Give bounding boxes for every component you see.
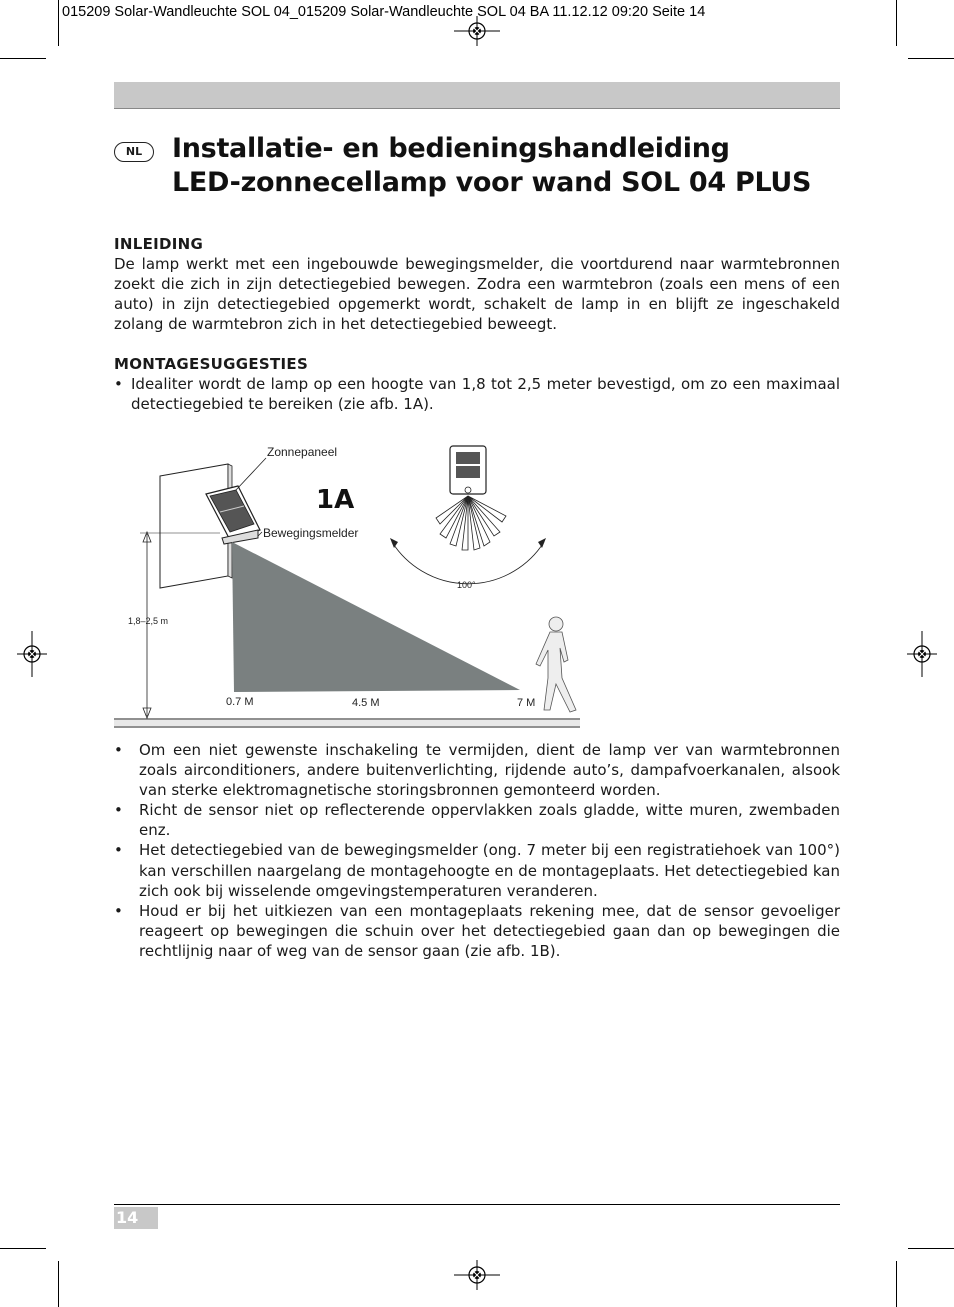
crop-mark xyxy=(908,1248,954,1249)
bullet: • xyxy=(114,801,123,820)
crop-mark xyxy=(0,58,46,59)
figure-label: 1A xyxy=(316,485,355,515)
solar-panel-label: Zonnepaneel xyxy=(267,445,338,459)
crop-mark xyxy=(0,1248,46,1249)
detection-area xyxy=(232,542,520,692)
intro-section xyxy=(114,234,840,334)
bullet-text: Idealiter wordt de lamp op een hoogte van 1,8 tot 2,5 meter bevestigd, om zo een maximaal detectiegebied te bereiken (zie afb. 1A). xyxy=(131,375,840,414)
ground-texture xyxy=(114,720,580,726)
figure-1a-diagram xyxy=(110,438,590,738)
intro-text: De lamp werkt met een ingebouwde bewegingsmelder, die voortdurend naar warmtebronnen zoekt die zich in zijn detectiegebied bewegen. Zodra een warmtebron (zoals een mens of een auto) in zijn detectiegebied opgemerkt wordt, schakelt de lamp in en blijft ze ingeschakeld zolang de warmtebron zich in het detectiegebied beweegt. xyxy=(114,255,840,334)
crop-mark xyxy=(896,0,897,46)
title-line-2: LED-zonnecellamp voor wand SOL 04 PLUS xyxy=(172,167,812,198)
wall xyxy=(160,464,228,588)
footer-rule xyxy=(114,1204,840,1205)
list-item xyxy=(114,374,840,414)
bullet: • xyxy=(114,375,123,394)
angle-label: 100° xyxy=(457,580,476,590)
crop-mark xyxy=(58,1261,59,1307)
distance-near-label: 0.7 M xyxy=(226,696,254,708)
crop-mark xyxy=(58,0,59,46)
registration-mark-icon xyxy=(454,1260,500,1290)
distance-far-label: 7 M xyxy=(517,697,536,709)
distance-mid-label: 4.5 M xyxy=(352,697,380,709)
registration-mark-icon xyxy=(907,631,937,677)
mounting-section xyxy=(114,354,840,414)
intro-heading: INLEIDING xyxy=(114,235,204,253)
bullet: • xyxy=(114,901,123,920)
mounting-heading: MONTAGESUGGESTIES xyxy=(114,355,309,373)
registration-mark-icon xyxy=(17,631,47,677)
motion-sensor-label: Bewegingsmelder xyxy=(263,526,359,540)
height-label: 1,8–2,5 m xyxy=(128,616,169,626)
header-bar xyxy=(114,82,840,109)
language-badge: NL xyxy=(114,142,154,162)
page-title xyxy=(172,132,852,200)
bullet: • xyxy=(114,841,123,860)
crop-mark xyxy=(896,1261,897,1307)
registration-mark-icon xyxy=(454,16,500,46)
list-item xyxy=(114,840,840,900)
list-item xyxy=(114,800,840,840)
bullet-text: Om een niet gewenste inschakeling te vermijden, dient de lamp ver van warmtebronnen zoals airconditioners, andere buitenverlichting, rijdende auto’s, dampafvoerkanalen, alsook van sterke elektromagnetische storingsbronnen gemonteerd worden. xyxy=(139,741,840,800)
list-item xyxy=(114,740,840,800)
walking-person-icon xyxy=(536,617,576,712)
detection-fan xyxy=(436,496,506,550)
bullet-text: Het detectiegebied van de bewegingsmelder (ong. 7 meter bij een registratiehoek van 100°) kan verschillen naargelang de montagehoogte en de montageplaats. Het detectiegebied kan zich ook bij wisselende omgevingstemperaturen veranderen. xyxy=(139,841,840,900)
tips-section xyxy=(114,740,840,961)
title-line-1: Installatie- en bedieningshandleiding xyxy=(172,133,730,164)
list-item xyxy=(114,901,840,961)
bullet-text: Houd er bij het uitkiezen van een montageplaats rekening mee, dat de sensor gevoeliger reageert op bewegingen die schuin over het detectiegebied gaan dan op bewegingen die rechtlijnig naar of weg van de sensor gaan (zie afb. 1B). xyxy=(139,901,840,960)
bullet-text: Richt de sensor niet op reflecterende oppervlakken zoals gladde, witte muren, zwembaden enz. xyxy=(139,801,840,840)
print-slug: 015209 Solar-Wandleuchte SOL 04_015209 Solar-Wandleuchte SOL 04 BA 11.12.12 09:20 Seite 14 xyxy=(62,4,706,20)
page-number: 14 xyxy=(114,1207,158,1229)
bullet: • xyxy=(114,741,123,759)
crop-mark xyxy=(908,58,954,59)
